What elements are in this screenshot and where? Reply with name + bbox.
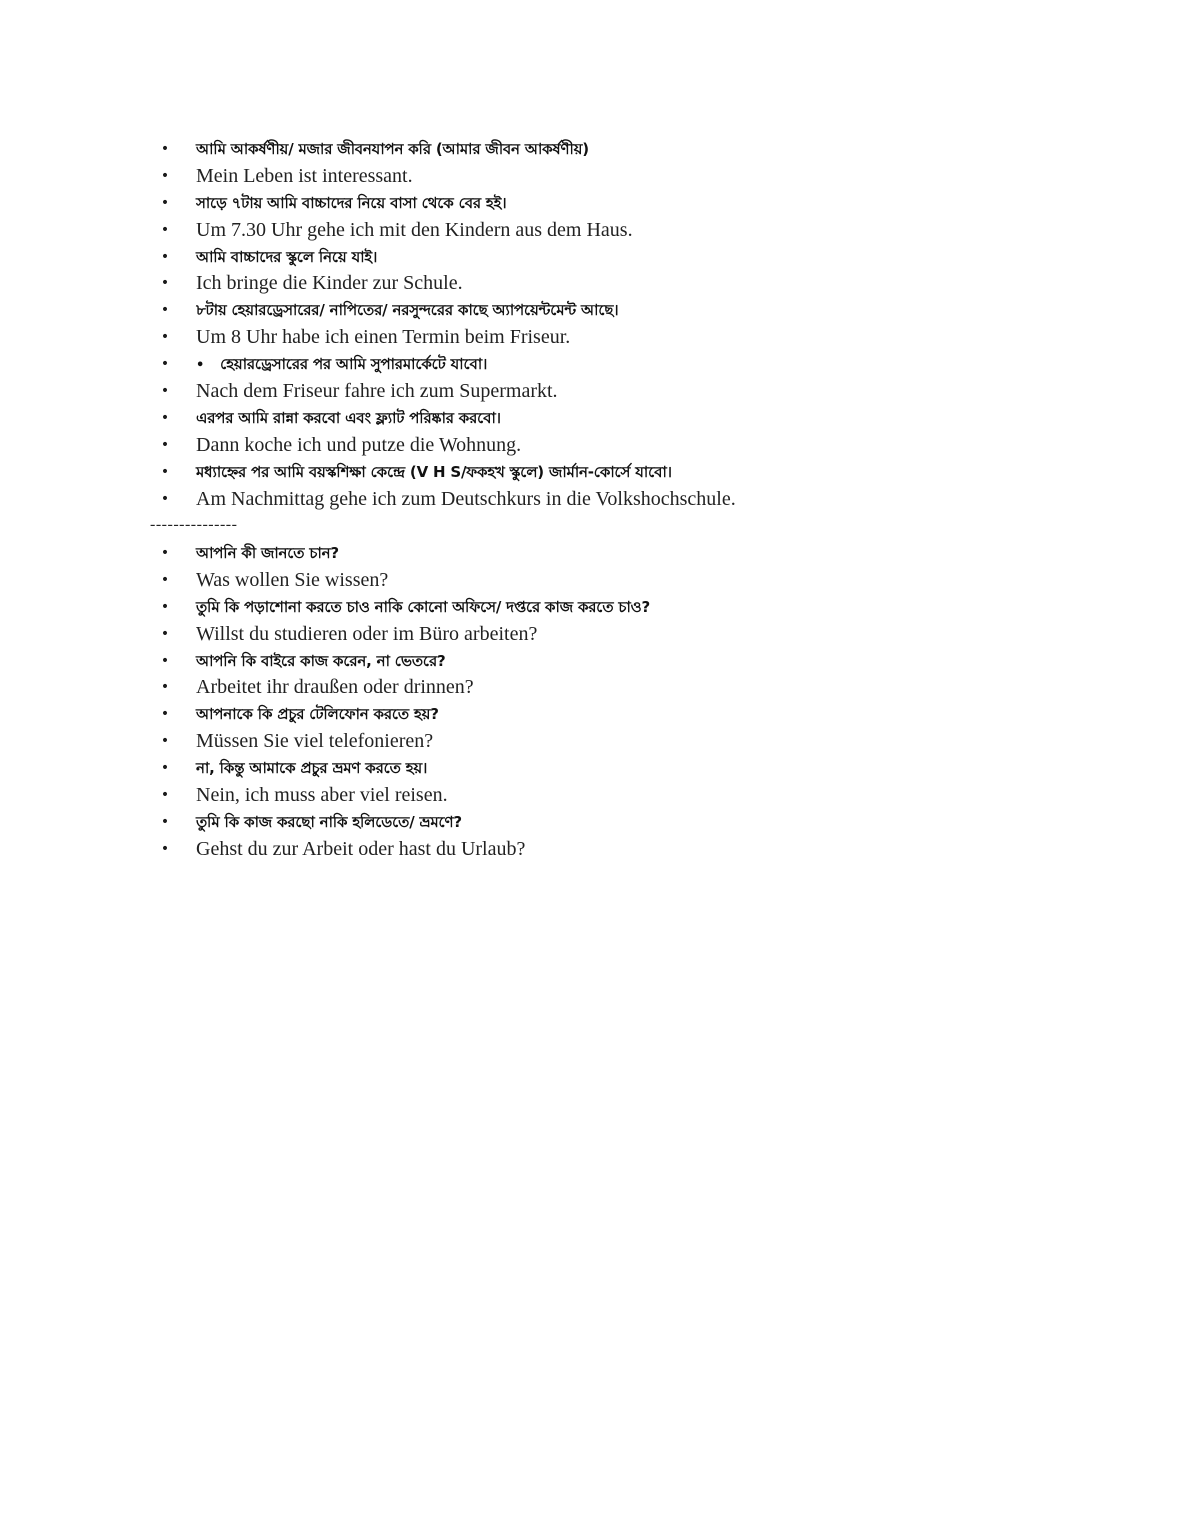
- section-separator: ---------------: [150, 516, 238, 533]
- bullet-icon: •: [160, 356, 170, 373]
- phrase-text: [196, 163, 413, 190]
- phrase-text-content: Nein, ich muss aber viel reisen.: [196, 784, 448, 807]
- phrase-text: [196, 728, 433, 755]
- phrase-list-daily-routine: [0, 136, 1186, 512]
- bullet-icon: •: [160, 840, 170, 857]
- phrase-text-content: এরপর আমি রান্না করবো এবং ফ্ল্যাট পরিষ্কার করবো।: [196, 408, 501, 427]
- bullet-icon: •: [160, 463, 170, 480]
- bullet-icon: •: [160, 598, 170, 615]
- german-phrase: [0, 621, 1186, 648]
- bullet-icon: •: [160, 248, 170, 265]
- phrase-text: [196, 674, 474, 701]
- bullet-icon: •: [160, 571, 170, 588]
- german-phrase: [0, 674, 1186, 701]
- phrase-text-content: Willst du studieren oder im Büro arbeiten?: [196, 622, 538, 645]
- bullet-icon: •: [160, 813, 170, 830]
- bullet-icon: •: [160, 221, 170, 238]
- german-phrase: [0, 432, 1186, 459]
- phrase-text-content: তুমি কি পড়াশোনা করতে চাও নাকি কোনো অফিসে/ দপ্তরে কাজ করতে চাও?: [196, 597, 650, 616]
- phrase-text-content: Am Nachmittag gehe ich zum Deutschkurs in die Volkshochschule.: [196, 487, 736, 510]
- german-phrase: [0, 217, 1186, 244]
- phrase-text: [196, 594, 650, 621]
- bullet-icon: •: [160, 167, 170, 184]
- phrase-text: [196, 648, 446, 675]
- bengali-phrase: [0, 594, 1186, 621]
- german-phrase: [0, 378, 1186, 405]
- bullet-icon: •: [160, 383, 170, 400]
- bullet-icon: •: [160, 302, 170, 319]
- german-phrase: [0, 728, 1186, 755]
- bullet-icon: •: [160, 652, 170, 669]
- bengali-phrase: [0, 405, 1186, 432]
- bullet-icon: •: [160, 436, 170, 453]
- phrase-text-content: Arbeitet ihr draußen oder drinnen?: [196, 676, 474, 699]
- phrase-text-content: আপনাকে কি প্রচুর টেলিফোন করতে হয়?: [196, 705, 439, 724]
- phrase-text-content: ৮টায় হেয়ারড্রেসারের/ নাপিতের/ নরসুন্দরের কাছে অ্যাপয়েন্টমেন্ট আছে।: [196, 301, 619, 320]
- bullet-icon: •: [160, 787, 170, 804]
- phrase-text: [196, 324, 570, 351]
- bengali-phrase: [0, 809, 1186, 836]
- phrase-text: [196, 621, 537, 648]
- phrase-text-content: মধ্যাহ্নের পর আমি বয়স্কশিক্ষা কেন্দ্রে (V H S/ফকহখ স্কুলে) জার্মান-কোর্সে যাবো।: [196, 462, 672, 481]
- phrase-text-content: Nach dem Friseur fahre ich zum Supermarkt.: [196, 380, 558, 403]
- phrase-text: [196, 755, 427, 782]
- phrase-text-content: Müssen Sie viel telefonieren?: [196, 730, 434, 753]
- bullet-icon: •: [160, 706, 170, 723]
- german-phrase: [0, 567, 1186, 594]
- phrase-text-content: হেয়ারড্রেসারের পর আমি সুপারমার্কেটে যাবো।: [220, 355, 488, 374]
- bullet-icon: •: [160, 760, 170, 777]
- bullet-icon: •: [160, 141, 170, 157]
- phrase-text-content: আমি আকর্ষণীয়/ মজার জীবনযাপন করি (আমার জীবন আকর্ষণীয়): [196, 140, 589, 158]
- phrase-text: [196, 701, 439, 728]
- phrase-text: [196, 378, 558, 405]
- phrase-text-content: আপনি কী জানতে চান?: [196, 544, 339, 562]
- bengali-phrase: [0, 540, 1186, 567]
- phrase-text: [196, 136, 589, 163]
- bengali-phrase: [0, 190, 1186, 217]
- phrase-text: [196, 190, 506, 217]
- phrase-text: [196, 432, 521, 459]
- german-phrase: [0, 486, 1186, 513]
- german-phrase: [0, 270, 1186, 297]
- inner-bullet-icon: •: [196, 358, 205, 374]
- phrase-text-content: Um 8 Uhr habe ich einen Termin beim Friseur.: [196, 326, 571, 349]
- german-phrase: [0, 836, 1186, 863]
- phrase-text: [196, 836, 525, 863]
- bengali-phrase: [0, 351, 1186, 378]
- bullet-icon: •: [160, 490, 170, 507]
- german-phrase: [0, 324, 1186, 351]
- phrase-text: [196, 297, 618, 324]
- bullet-icon: •: [160, 733, 170, 750]
- bengali-phrase: [0, 136, 1186, 163]
- phrase-list-questions: [0, 540, 1186, 863]
- bengali-phrase: [0, 755, 1186, 782]
- bengali-phrase: [0, 244, 1186, 271]
- phrase-text-content: Mein Leben ist interessant.: [196, 164, 413, 187]
- bullet-icon: •: [160, 194, 170, 211]
- phrase-text-content: Dann koche ich und putze die Wohnung.: [196, 433, 522, 456]
- bullet-icon: •: [160, 545, 170, 561]
- phrase-text-content: আপনি কি বাইরে কাজ করেন, না ভেতরে?: [196, 651, 446, 670]
- phrase-text-content: Was wollen Sie wissen?: [196, 568, 389, 591]
- phrase-text-content: তুমি কি কাজ করছো নাকি হলিডেতে/ ভ্রমণে?: [196, 812, 462, 831]
- phrase-text: [196, 567, 388, 594]
- bullet-icon: •: [160, 625, 170, 642]
- phrase-text-content: সাড়ে ৭টায় আমি বাচ্চাদের নিয়ে বাসা থেকে বের হই।: [196, 193, 507, 212]
- german-phrase: [0, 163, 1186, 190]
- phrase-text: [196, 540, 339, 567]
- bullet-icon: •: [160, 329, 170, 346]
- phrase-text: [196, 405, 501, 432]
- bengali-phrase: [0, 297, 1186, 324]
- phrase-text: [196, 459, 672, 486]
- phrase-text: [196, 351, 487, 380]
- bullet-icon: •: [160, 679, 170, 696]
- german-phrase: [0, 782, 1186, 809]
- phrase-text: [196, 486, 736, 513]
- bengali-phrase: [0, 459, 1186, 486]
- bengali-phrase: [0, 701, 1186, 728]
- phrase-text-content: Um 7.30 Uhr gehe ich mit den Kindern aus dem Haus.: [196, 218, 633, 241]
- phrase-text-content: আমি বাচ্চাদের স্কুলে নিয়ে যাই।: [196, 247, 378, 266]
- phrase-text: [196, 782, 448, 809]
- phrase-text-content: Ich bringe die Kinder zur Schule.: [196, 272, 463, 295]
- phrase-text: [196, 270, 463, 297]
- bullet-icon: •: [160, 275, 170, 292]
- phrase-text-content: না, কিন্তু আমাকে প্রচুর ভ্রমণ করতে হয়।: [196, 759, 428, 778]
- phrase-text: [196, 244, 377, 271]
- phrase-text-content: Gehst du zur Arbeit oder hast du Urlaub?: [196, 837, 526, 860]
- phrase-text: [196, 809, 462, 836]
- bullet-icon: •: [160, 409, 170, 426]
- bengali-phrase: [0, 648, 1186, 675]
- phrase-text: [196, 217, 633, 244]
